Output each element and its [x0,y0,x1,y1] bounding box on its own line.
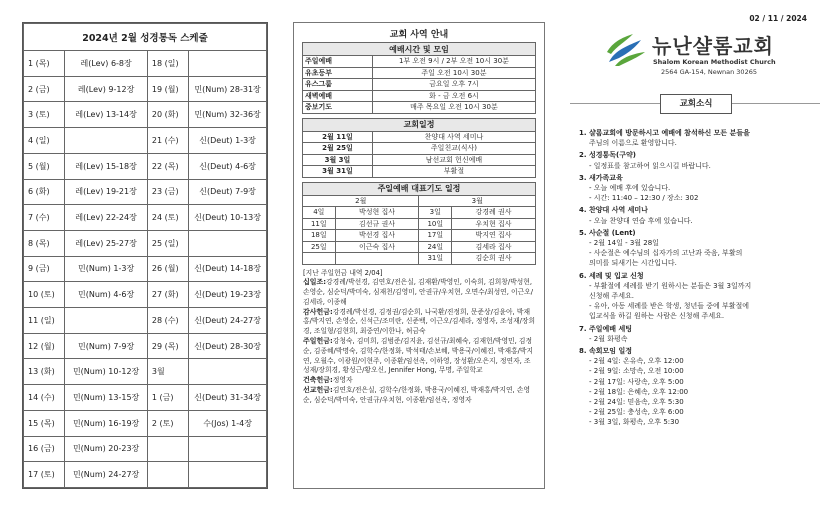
prayer-leader: 박지연 집사 [452,230,536,242]
news-item-line: - 사순절은 예수님의 십자가의 고난과 죽음, 부활의 [589,249,743,258]
prayer-date: 17일 [419,230,452,242]
schedule-row [24,179,267,205]
offering-names: 김연호/전은실, 김학수/한정화, 박용국/이혜진, 박재홍/박지연, 손영순, 심순덕/박미숙, 안권규/우치현, 이종환/임선옥, 정영자 [303,386,531,404]
schedule-row [24,128,267,154]
event-date: 3월 3일 [303,154,373,166]
event-row [303,143,536,155]
prayer-table [302,182,536,265]
schedule-row [24,102,267,128]
worship-title: 예배시간 및 모임 [303,43,536,56]
schedule-reading: 신(Deut) 4-6장 [189,153,267,179]
schedule-reading: 민(Num) 10-12장 [65,359,148,385]
schedule-reading [65,308,148,334]
schedule-day [147,462,188,488]
schedule-reading: 레(Lev) 13-14장 [65,102,148,128]
schedule-reading: 신(Deut) 24-27장 [189,308,267,334]
prayer-date: 11일 [303,218,336,230]
worship-label: 유초등부 [303,67,373,79]
schedule-reading: 레(Lev) 25-27장 [65,230,148,256]
schedule-reading [189,436,267,462]
schedule-reading: 레(Lev) 9-12장 [65,76,148,102]
news-item-line: 의미를 되새기는 시간입니다. [589,259,677,268]
schedule-reading [189,462,267,488]
schedule-row [24,205,267,231]
schedule-day: 21 (수) [147,128,188,154]
schedule-day: 28 (수) [147,308,188,334]
news-item-title: 6. 세례 및 입교 신청 [579,271,644,280]
offering-label: 십일조: [303,278,327,287]
offering-group [303,386,536,406]
event-name: 부활절 [372,166,535,178]
schedule-row [24,230,267,256]
schedule-day: 20 (화) [147,102,188,128]
worship-row [303,56,536,68]
prayer-leader: 우치현 집사 [452,218,536,230]
schedule-day: 5 (월) [24,153,65,179]
news-panel [565,8,825,498]
schedule-day: 25 (일) [147,230,188,256]
offering-group [303,278,536,307]
event-row [303,166,536,178]
schedule-row [24,359,267,385]
offering-label: 감사헌금: [303,307,333,316]
event-name: 남선교회 헌신예배 [372,154,535,166]
schedule-day: 2 (금) [24,76,65,102]
schedule-row [24,76,267,102]
news-item-line: 신청해 주세요. [589,292,635,301]
schedule-reading: 신(Deut) 1-3장 [189,128,267,154]
prayer-leader [335,253,419,265]
offering-names: 강경례/박선경, 김정권/김순희, 나국환/진정희, 문준상/김윤아, 박재홍/박지연, 손영순, 신석근/조미란, 신준백, 이근오/김세라, 정영자, 조성재/장희경, 조일형/김현희, 최중연/이한나, 허금숙 [303,307,536,336]
prayer-leader: 김세라 집사 [452,241,536,253]
prayer-leader: 강경례 권사 [452,207,536,219]
schedule-day: 11 (일) [24,308,65,334]
news-list [579,126,815,428]
news-item-line: - 부활절에 세례를 받기 원하시는 분들은 3월 3일까지 [589,281,752,290]
news-item-title: 3. 새가족교육 [579,173,623,182]
church-address: 2564 GA-154, Newnan 30265 [661,68,757,76]
schedule-table [23,23,267,488]
schedule-row [24,410,267,436]
schedule-reading [189,359,267,385]
schedule-day: 29 (목) [147,333,188,359]
schedule-row [24,333,267,359]
schedule-day: 16 (금) [24,436,65,462]
schedule-day: 13 (화) [24,359,65,385]
schedule-reading: 신(Deut) 31-34장 [189,385,267,411]
news-item-line: - 오늘 찬양대 연습 후에 있습니다. [589,216,693,225]
prayer-month-mar: 3월 [419,195,536,207]
prayer-date [303,253,336,265]
schedule-reading: 신(Deut) 7-9장 [189,179,267,205]
schedule-reading: 신(Deut) 14-18장 [189,256,267,282]
prayer-month-feb: 2월 [303,195,419,207]
schedule-row [24,256,267,282]
schedule-day: 1 (금) [147,385,188,411]
schedule-day: 3월 [147,359,188,385]
church-name: 뉴난샬롬교회 [652,34,774,58]
schedule-row [24,308,267,334]
offering-names: 정영자 [332,376,353,385]
worship-label: 새벽예배 [303,90,373,102]
prayer-date: 10일 [419,218,452,230]
news-item-line: - 유아, 아동 세례를 받은 학생, 청년들 중에 부활절에 [589,302,750,311]
news-item-line: - 2월 18일: 은혜속, 오후 12:00 [589,387,689,396]
schedule-reading: 민(Num) 16-19장 [65,410,148,436]
schedule-reading: 민(Num) 32-36장 [189,102,267,128]
schedule-reading: 레(Lev) 6-8장 [65,51,148,77]
prayer-row [303,207,536,219]
event-name: 찬양대 사역 세미나 [372,131,535,143]
offering-label: 건축헌금: [303,376,333,385]
schedule-day: 22 (목) [147,153,188,179]
prayer-row [303,218,536,230]
schedule-day: 10 (토) [24,282,65,308]
prayer-date: 18일 [303,230,336,242]
news-item-title: 2. 성경통독(구약) [579,151,636,160]
schedule-reading: 민(Num) 24-27장 [65,462,148,488]
event-name: 주일친교(식사) [372,143,535,155]
schedule-day [147,436,188,462]
schedule-day: 18 (일) [147,51,188,77]
schedule-day: 8 (목) [24,230,65,256]
schedule-reading: 민(Num) 28-31장 [189,76,267,102]
worship-label: 유스그룹 [303,79,373,91]
bulletin-date: 02 / 11 / 2024 [749,14,807,23]
schedule-reading: 수(Jos) 1-4장 [189,410,267,436]
schedule-row [24,385,267,411]
worship-row [303,90,536,102]
bible-reading-schedule [22,22,268,489]
news-item-line: - 2월 4일: 온유속, 오후 12:00 [589,357,684,366]
prayer-row [303,230,536,242]
offering-names: 강청숙, 김미희, 김범준/김지윤, 김선규/최혜숙, 김재헌/박영민, 김정순, 김종혜/박명숙, 김학수/한정화, 박석태/손보혜, 박용국/이혜진, 박재홍/박지연, 오월수, 이광원/이현주, 이종환/임선옥, 이하영, 장성환/오은지, 정연자, 조성재/장희경, 황성근/황오신, Jennifer Hong, 무명, 주일학교 [303,337,534,375]
schedule-reading: 민(Num) 4-6장 [65,282,148,308]
news-item-line: - 2월 9일: 소망속, 오전 10:00 [589,367,684,376]
news-item-title: 7. 주일예배 세팅 [579,324,632,333]
event-row [303,154,536,166]
schedule-day: 14 (수) [24,385,65,411]
news-item-line: - 2월 24일: 믿음속, 오후 5:30 [589,398,684,407]
worship-time: 금요일 오후 7시 [372,79,535,91]
schedule-row [24,51,267,77]
offering-label: 주일헌금: [303,337,333,346]
schedule-day: 3 (토) [24,102,65,128]
prayer-title: 주일예배 대표기도 일정 [303,182,536,195]
prayer-leader: 이근숙 집사 [335,241,419,253]
worship-time: 주일 오전 10시 30분 [372,67,535,79]
event-date: 2월 25일 [303,143,373,155]
prayer-leader: 박성현 집사 [335,207,419,219]
prayer-date: 25일 [303,241,336,253]
worship-time: 화 - 금 오전 6시 [372,90,535,102]
prayer-row [303,241,536,253]
news-item-line: - 2월 25일: 충성속, 오후 6:00 [589,408,684,417]
schedule-day: 27 (화) [147,282,188,308]
worship-time: 매주 목요일 오전 10시 30분 [372,102,535,114]
schedule-reading: 민(Num) 20-23장 [65,436,148,462]
schedule-title: 2024년 2월 성경통독 스케줄 [24,24,267,51]
schedule-reading [189,230,267,256]
news-item-title: 5. 사순절 (Lent) [579,228,636,237]
schedule-day: 2 (토) [147,410,188,436]
schedule-reading: 신(Deut) 19-23장 [189,282,267,308]
news-item-line: - 3월 3일, 화평속, 오후 5:30 [589,418,680,427]
event-date: 3월 31일 [303,166,373,178]
news-item-title: 8. 속회모임 일정 [579,347,632,356]
prayer-date: 3일 [419,207,452,219]
schedule-day: 19 (월) [147,76,188,102]
schedule-row [24,282,267,308]
schedule-reading: 레(Lev) 19-21장 [65,179,148,205]
schedule-day: 4 (일) [24,128,65,154]
schedule-reading: 레(Lev) 15-18장 [65,153,148,179]
worship-time: 1부 오전 9시 / 2부 오전 10시 30분 [372,56,535,68]
schedule-day: 26 (월) [147,256,188,282]
prayer-leader: 김선규 권사 [335,218,419,230]
schedule-day: 23 (금) [147,179,188,205]
news-item-line: 입교식을 하길 원하는 사람은 신청해 주세요. [589,312,725,321]
offering-group [303,337,536,376]
schedule-reading: 민(Num) 1-3장 [65,256,148,282]
news-item-line: - 오늘 예배 후에 있습니다. [589,184,671,193]
prayer-date: 31일 [419,253,452,265]
schedule-day: 7 (수) [24,205,65,231]
news-item-line: - 2월 14일 - 3월 28일 [589,239,659,248]
prayer-row [303,253,536,265]
news-item-line: - 2월 17일: 사랑속, 오후 5:00 [589,377,684,386]
worship-label: 중보기도 [303,102,373,114]
schedule-reading: 민(Num) 7-9장 [65,333,148,359]
schedule-row [24,462,267,488]
schedule-day: 1 (목) [24,51,65,77]
dove-icon [605,32,649,72]
news-item-line: - 시간: 11:40 – 12:30 / 장소: 302 [589,194,699,203]
news-item-title: 4. 찬양대 사역 세미나 [579,206,648,215]
worship-row [303,79,536,91]
offering-names: 강경례/박선경, 김연호/전은실, 김재환/박영인, 이숙희, 김희창/박성현, 손영순, 심순덕/박미숙, 심재천/김영미, 안권규/우치현, 오면수/최성연, 이근오/김세라, 이종해 [303,278,534,306]
offering-label: 선교헌금: [303,386,333,395]
events-title: 교회일정 [303,118,536,131]
offering-group [303,308,536,337]
news-item-line: 주님의 이름으로 환영합니다. [589,139,677,148]
schedule-day: 12 (월) [24,333,65,359]
events-table [302,118,536,178]
schedule-reading [65,128,148,154]
schedule-day: 15 (목) [24,410,65,436]
worship-row [303,67,536,79]
worship-row [303,102,536,114]
church-logo [605,30,825,90]
ministry-panel [293,22,545,489]
schedule-row [24,436,267,462]
worship-label: 주일예배 [303,56,373,68]
news-item-line: - 일정표를 참고하여 읽으시길 바랍니다. [589,161,711,170]
offering-title: [지난 주일헌금 내역 2/04] [303,268,383,277]
ministry-heading: 교회 사역 안내 [389,30,449,40]
schedule-row [24,153,267,179]
worship-table [302,42,536,114]
schedule-reading: 신(Deut) 10-13장 [189,205,267,231]
prayer-date: 24일 [419,241,452,253]
schedule-day: 6 (화) [24,179,65,205]
schedule-reading: 레(Lev) 22-24장 [65,205,148,231]
news-item-title: 1. 샬롬교회에 방문하시고 예배에 참석하신 모든 분들을 [579,129,750,137]
prayer-leader: 박선경 집사 [335,230,419,242]
news-title: 교회소식 [660,94,732,114]
schedule-reading: 민(Num) 13-15장 [65,385,148,411]
schedule-reading [189,51,267,77]
prayer-leader: 김순희 권사 [452,253,536,265]
schedule-day: 17 (토) [24,462,65,488]
news-item-line: - 2월 화평속 [589,334,628,343]
event-row [303,131,536,143]
offering-group [303,376,536,386]
offering-list [303,269,536,406]
schedule-day: 24 (토) [147,205,188,231]
church-english-name: Shalom Korean Methodist Church [653,58,776,66]
event-date: 2월 11일 [303,131,373,143]
schedule-day: 9 (금) [24,256,65,282]
schedule-reading: 신(Deut) 28-30장 [189,333,267,359]
prayer-date: 4일 [303,207,336,219]
